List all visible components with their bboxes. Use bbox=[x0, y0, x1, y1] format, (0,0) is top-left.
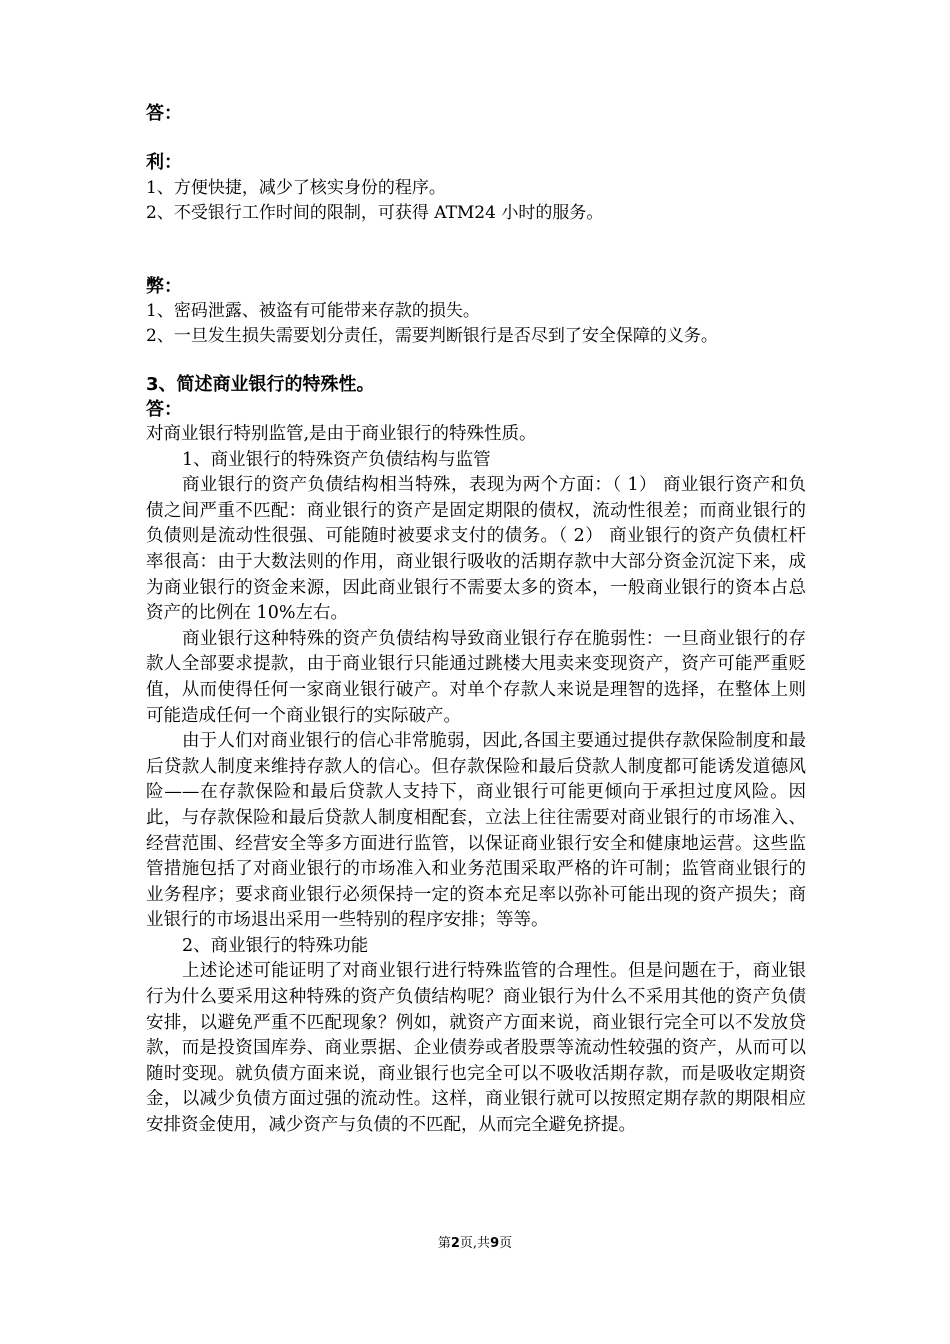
footer-suffix: 页 bbox=[499, 1236, 513, 1251]
pros-label: 利： bbox=[146, 152, 182, 173]
pros-item: 1、方便快捷，减少了核实身份的程序。 bbox=[146, 178, 446, 198]
answer-label: 答： bbox=[146, 399, 182, 420]
paragraph: 由于人们对商业银行的信心非常脆弱，因此,各国主要通过提供存款保险制度和最后贷款人制度来维持存款人的信心。但存款保险和最后贷款人制度都可能诱发道德风险——在存款保险和最后贷款人支持下，商业银行可能更倾向于承担过度风险。因此，与存款保险和最后贷款人制度相配套，立法上往往需要对商业银行的市场准入、经营范围、经营安全等多方面进行监管，以保证商业银行安全和健康地运营。这些监管措施包括了对商业银行的市场准入和业务范围采取严格的许可制；监管商业银行的业务程序；要求商业银行必须保持一定的资本充足率以弥补可能出现的资产损失；商业银行的市场退出采用一些特别的程序安排；等等。 bbox=[146, 731, 806, 931]
footer-page-number: 2 bbox=[450, 1236, 460, 1251]
section-heading: 1、商业银行的特殊资产负债结构与监管 bbox=[182, 449, 491, 470]
intro-text: 对商业银行特别监管,是由于商业银行的特殊性质。 bbox=[146, 424, 537, 444]
cons-item: 2、一旦发生损失需要划分责任，需要判断银行是否尽到了安全保障的义务。 bbox=[146, 326, 718, 346]
paragraph: 上述论述可能证明了对商业银行进行特殊监管的合理性。但是问题在于，商业银行为什么要采用这种特殊的资产负债结构呢？商业银行为什么不采用其他的资产负债安排，以避免严重不匹配现象？例如，就资产方面来说，商业银行完全可以不发放贷款，而是投资国库券、商业票据、企业债券或者股票等流动性较强的资产，从而可以随时变现。就负债方面来说，商业银行也完全可以不吸收活期存款，而是吸收定期资金，以减少负债方面过强的流动性。这样，商业银行就可以按照定期存款的期限相应安排资金使用，减少资产与负债的不匹配，从而完全避免挤提。 bbox=[146, 961, 806, 1136]
paragraph: 商业银行的资产负债结构相当特殊，表现为两个方面：（ 1） 商业银行资产和负债之间严重不匹配：商业银行的资产是固定期限的债权，流动性很差；而商业银行的负债则是流动性很强、可能随时被要求支付的债务。（ 2） 商业银行的资产负债杠杆率很高：由于大数法则的作用，商业银行吸收的活期存款中大部分资金沉淀下来，成为商业银行的资金来源，因此商业银行不需要太多的资本，一般商业银行的资本占总资产的比例在 10%左右。 bbox=[146, 475, 806, 624]
question-heading: 3、简述商业银行的特殊性。 bbox=[146, 374, 375, 395]
cons-item: 1、密码泄露、被盗有可能带来存款的损失。 bbox=[146, 301, 480, 321]
paragraph: 商业银行这种特殊的资产负债结构导致商业银行存在脆弱性：一旦商业银行的存款人全部要求提款，由于商业银行只能通过跳楼大甩卖来变现资产，资产可能严重贬值，从而使得任何一家商业银行破产。对单个存款人来说是理智的选择，在整体上则可能造成任何一个商业银行的实际破产。 bbox=[146, 628, 806, 726]
page-footer bbox=[0, 1232, 950, 1251]
answer-label: 答： bbox=[146, 103, 182, 124]
footer-prefix: 第 bbox=[437, 1236, 451, 1251]
pros-item: 2、不受银行工作时间的限制，可获得 ATM24 小时的服务。 bbox=[146, 203, 604, 223]
section-heading: 2、商业银行的特殊功能 bbox=[182, 935, 369, 956]
cons-label: 弊： bbox=[146, 276, 182, 297]
answer-body bbox=[146, 422, 806, 1139]
footer-total-pages: 9 bbox=[490, 1236, 500, 1251]
footer-middle: 页,共 bbox=[459, 1236, 491, 1251]
